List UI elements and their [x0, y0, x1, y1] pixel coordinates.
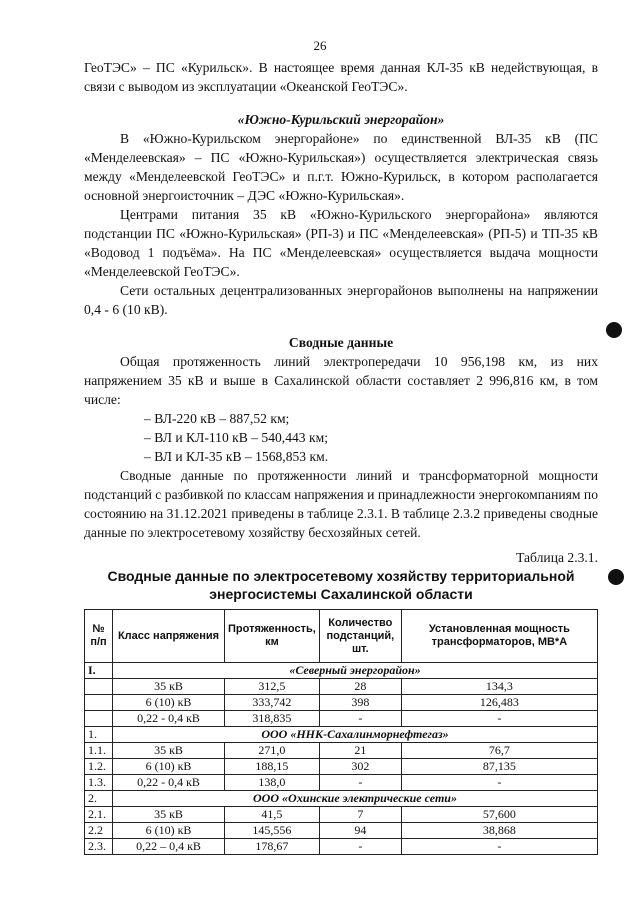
table-section-row: I. «Северный энергорайон»: [85, 663, 598, 679]
scan-mark: [606, 322, 622, 338]
table-title: Сводные данные по электросетевому хозяйству территориальной энергосистемы Сахалинской области: [107, 568, 575, 602]
summary-table: [84, 609, 598, 855]
section-heading: «Южно-Курильский энергорайон»: [237, 112, 445, 127]
table-label: Таблица 2.3.1.: [516, 550, 598, 565]
column-header: Протяженность, км: [225, 610, 320, 663]
column-header: № п/п: [85, 610, 113, 663]
page-number: 26: [313, 38, 327, 53]
table-row: 1.2. 6 (10) кВ 188,15 302 87,135: [85, 759, 598, 775]
table-row: 2.3. 0,22 – 0,4 кВ 178,67 - -: [85, 839, 598, 855]
column-header: Количество подстанций, шт.: [319, 610, 401, 663]
list-item: – ВЛ и КЛ-35 кВ – 1568,853 км.: [144, 449, 329, 464]
table-section-row: 1. ООО «ННК-Сахалинморнефтегаз»: [85, 727, 598, 743]
table-row: 1.1. 35 кВ 271,0 21 76,7: [85, 743, 598, 759]
table-row: 1.3. 0,22 - 0,4 кВ 138,0 - -: [85, 775, 598, 791]
paragraph: В «Южно-Курильском энергорайоне» по единственной ВЛ-35 кВ (ПС «Менделеевская» – ПС «Южно-Курильская») осуществляется электрическая связь между «Менделеевской ГеоТЭС» и п.г.т. Южно-Курильск, в котором располагается основной энергоисточник – ДЭС «Южно-Курильская».: [84, 131, 598, 203]
paragraph: Центрами питания 35 кВ «Южно-Курильского энергорайона» являются подстанции ПС «Южно-Курильская» (РП-3) и ПС «Менделеевская» (РП-5) и ТП-35 кВ «Водовод 1 подъёма». На ПС «Менделеевская» осуществляется выдача мощности «Менделеевской ГеоТЭС».: [84, 207, 598, 279]
table-row: 0,22 - 0,4 кВ 318,835 - -: [85, 711, 598, 727]
paragraph: ГеоТЭС» – ПС «Курильск». В настоящее время данная КЛ-35 кВ недействующая, в связи с выводом из эксплуатации «Океанской ГеоТЭС».: [84, 60, 598, 94]
paragraph: Общая протяженность линий электропередачи 10 956,198 км, из них напряжением 35 кВ и выше в Сахалинской области составляет 2 996,816 км, в том числе:: [84, 354, 598, 407]
table-row: 6 (10) кВ 333,742 398 126,483: [85, 695, 598, 711]
table-header-row: [85, 610, 598, 663]
bullet-list: [84, 409, 598, 466]
paragraph: Сводные данные по протяженности линий и трансформаторной мощности подстанций с разбивкой по классам напряжения и принадлежности энергокомпаниям по состоянию на 31.12.2021 приведены в таблице 2.3.1. В таблице 2.3.2 приведены сводные данные по электросетевому хозяйству бесхозяйных сетей.: [84, 468, 598, 540]
column-header: Класс напряжения: [113, 610, 225, 663]
column-header: Установленная мощность трансформаторов, МВ*А: [401, 610, 597, 663]
list-item: – ВЛ и КЛ-110 кВ – 540,443 км;: [144, 430, 328, 445]
paragraph: Сети остальных децентрализованных энергорайонов выполнены на напряжении 0,4 - 6 (10 кВ).: [84, 283, 598, 317]
scan-mark: [608, 569, 624, 585]
list-item: – ВЛ-220 кВ – 887,52 км;: [144, 411, 290, 426]
table-row: 35 кВ 312,5 28 134,3: [85, 679, 598, 695]
document-body: [84, 58, 598, 855]
table-section-row: 2. ООО «Охинские электрические сети»: [85, 791, 598, 807]
table-row: 2.2 6 (10) кВ 145,556 94 38,868: [85, 823, 598, 839]
table-row: 2.1. 35 кВ 41,5 7 57,600: [85, 807, 598, 823]
section-heading: Сводные данные: [288, 335, 394, 350]
